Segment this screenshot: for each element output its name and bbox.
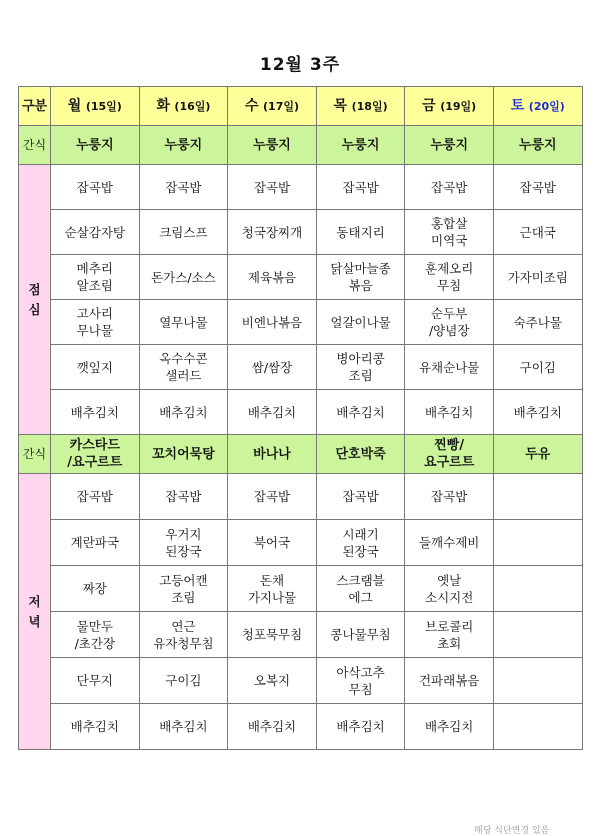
day-date: (18일)	[351, 99, 388, 113]
menu-item: 시래기 된장국	[316, 520, 405, 566]
menu-item	[493, 612, 582, 658]
menu-item: 열무나물	[139, 300, 228, 345]
day-name: 수	[244, 97, 259, 114]
afternoon_snack-row	[19, 435, 583, 474]
day-name: 목	[333, 97, 348, 114]
menu-item: 훈제오리 무침	[405, 255, 494, 300]
menu-item: 오복지	[228, 658, 317, 704]
snack-item: 누룽지	[51, 126, 140, 165]
snack-item: 바나나	[228, 435, 317, 474]
menu-item: 구이김	[139, 658, 228, 704]
menu-item: 배추김치	[51, 390, 140, 435]
dinner-label-char: 저	[28, 593, 41, 609]
menu-item: 동태지리	[316, 210, 405, 255]
menu-item: 돈가스/소스	[139, 255, 228, 300]
day-date: (20일)	[528, 99, 565, 113]
dinner-row	[19, 520, 583, 566]
day-date: (19일)	[440, 99, 477, 113]
dinner-label-char: 녁	[28, 613, 41, 629]
day-header	[228, 87, 317, 126]
lunch-row	[19, 300, 583, 345]
menu-item: 돈채 가지나물	[228, 566, 317, 612]
menu-item: 배추김치	[228, 390, 317, 435]
day-date: (15일)	[85, 99, 122, 113]
menu-item: 스크램블 에그	[316, 566, 405, 612]
menu-item: 청포묵무침	[228, 612, 317, 658]
menu-item: 잡곡밥	[405, 165, 494, 210]
snack-item: 누룽지	[228, 126, 317, 165]
day-date: (17일)	[263, 99, 300, 113]
header-label: 구분	[19, 87, 51, 126]
snack-label: 간식	[19, 126, 51, 165]
menu-item: 북어국	[228, 520, 317, 566]
snack-item: 찐빵/ 요구르트	[405, 435, 494, 474]
dinner-row	[19, 612, 583, 658]
morning_snack-row	[19, 126, 583, 165]
menu-item: 잡곡밥	[493, 165, 582, 210]
snack-item: 누룽지	[139, 126, 228, 165]
menu-item: 배추김치	[405, 704, 494, 750]
day-date: (16일)	[174, 99, 211, 113]
menu-item: 유채순나물	[405, 345, 494, 390]
menu-item: 잡곡밥	[405, 474, 494, 520]
snack-item: 꼬치어묵탕	[139, 435, 228, 474]
menu-item: 배추김치	[316, 390, 405, 435]
menu-item	[493, 566, 582, 612]
dinner-label	[19, 474, 51, 750]
menu-item: 배추김치	[493, 390, 582, 435]
lunch-row	[19, 345, 583, 390]
menu-item: 계란파국	[51, 520, 140, 566]
menu-item: 아삭고추 무침	[316, 658, 405, 704]
menu-item: 잡곡밥	[51, 165, 140, 210]
menu-item: 깻잎지	[51, 345, 140, 390]
menu-item: 배추김치	[139, 390, 228, 435]
menu-item: 잡곡밥	[228, 165, 317, 210]
lunch-label-char: 심	[28, 301, 41, 317]
menu-item: 옛날 소시지전	[405, 566, 494, 612]
menu-item: 순두부 /양념장	[405, 300, 494, 345]
snack-item: 단호박죽	[316, 435, 405, 474]
menu-item	[493, 704, 582, 750]
menu-item: 배추김치	[51, 704, 140, 750]
snack-item: 카스타드 /요구르트	[51, 435, 140, 474]
menu-item: 쌈/쌈장	[228, 345, 317, 390]
menu-item: 들깨수제비	[405, 520, 494, 566]
menu-item: 숙주나물	[493, 300, 582, 345]
snack-item: 누룽지	[405, 126, 494, 165]
snack-item: 누룽지	[493, 126, 582, 165]
menu-item: 크림스프	[139, 210, 228, 255]
day-header	[405, 87, 494, 126]
menu-item: 청국장찌개	[228, 210, 317, 255]
snack-label: 간식	[19, 435, 51, 474]
page-title: 12월 3주	[259, 55, 341, 75]
day-name: 토	[510, 97, 525, 114]
dinner-row	[19, 474, 583, 520]
menu-item	[493, 658, 582, 704]
menu-item: 우거지 된장국	[139, 520, 228, 566]
dinner-row	[19, 704, 583, 750]
lunch-row	[19, 210, 583, 255]
dinner-row	[19, 566, 583, 612]
menu-item: 순살감자탕	[51, 210, 140, 255]
menu-item	[493, 474, 582, 520]
day-name: 월	[67, 97, 82, 114]
menu-item: 병아리콩 조림	[316, 345, 405, 390]
menu-item: 잡곡밥	[316, 165, 405, 210]
menu-item: 비엔나볶음	[228, 300, 317, 345]
menu-item: 물만두 /초간장	[51, 612, 140, 658]
menu-item: 메추리 알조림	[51, 255, 140, 300]
menu-item: 얼갈이나물	[316, 300, 405, 345]
menu-table	[18, 86, 583, 750]
menu-item: 건파래볶음	[405, 658, 494, 704]
menu-item: 짜장	[51, 566, 140, 612]
menu-item: 닭살마늘종 볶음	[316, 255, 405, 300]
menu-item: 잡곡밥	[139, 165, 228, 210]
lunch-label-char: 점	[28, 281, 41, 297]
menu-item	[493, 520, 582, 566]
menu-item: 잡곡밥	[228, 474, 317, 520]
lunch-row	[19, 165, 583, 210]
day-header	[139, 87, 228, 126]
menu-item: 브로콜리 초회	[405, 612, 494, 658]
menu-item: 근대국	[493, 210, 582, 255]
day-header	[316, 87, 405, 126]
dinner-row	[19, 658, 583, 704]
day-header	[493, 87, 582, 126]
snack-item: 누룽지	[316, 126, 405, 165]
day-header	[51, 87, 140, 126]
menu-item: 잡곡밥	[139, 474, 228, 520]
menu-item: 고사리 무나물	[51, 300, 140, 345]
menu-item: 구이김	[493, 345, 582, 390]
menu-item: 잡곡밥	[316, 474, 405, 520]
snack-item: 두유	[493, 435, 582, 474]
menu-item: 고등어캔 조림	[139, 566, 228, 612]
day-name: 화	[156, 97, 170, 114]
menu-item: 배추김치	[316, 704, 405, 750]
menu-item: 배추김치	[228, 704, 317, 750]
header-row	[19, 87, 583, 126]
day-name: 금	[422, 97, 436, 114]
menu-item: 옥수수콘 샐러드	[139, 345, 228, 390]
menu-item: 잡곡밥	[51, 474, 140, 520]
menu-item: 콩나물무침	[316, 612, 405, 658]
lunch-label	[19, 165, 51, 435]
menu-item: 연근 유자청무침	[139, 612, 228, 658]
footnote: 해당 식단변경 있음	[474, 826, 550, 836]
menu-item: 제육볶음	[228, 255, 317, 300]
menu-item: 배추김치	[405, 390, 494, 435]
lunch-row	[19, 255, 583, 300]
menu-item: 홍합살 미역국	[405, 210, 494, 255]
menu-item: 단무지	[51, 658, 140, 704]
lunch-row	[19, 390, 583, 435]
menu-item: 가자미조림	[493, 255, 582, 300]
menu-item: 배추김치	[139, 704, 228, 750]
